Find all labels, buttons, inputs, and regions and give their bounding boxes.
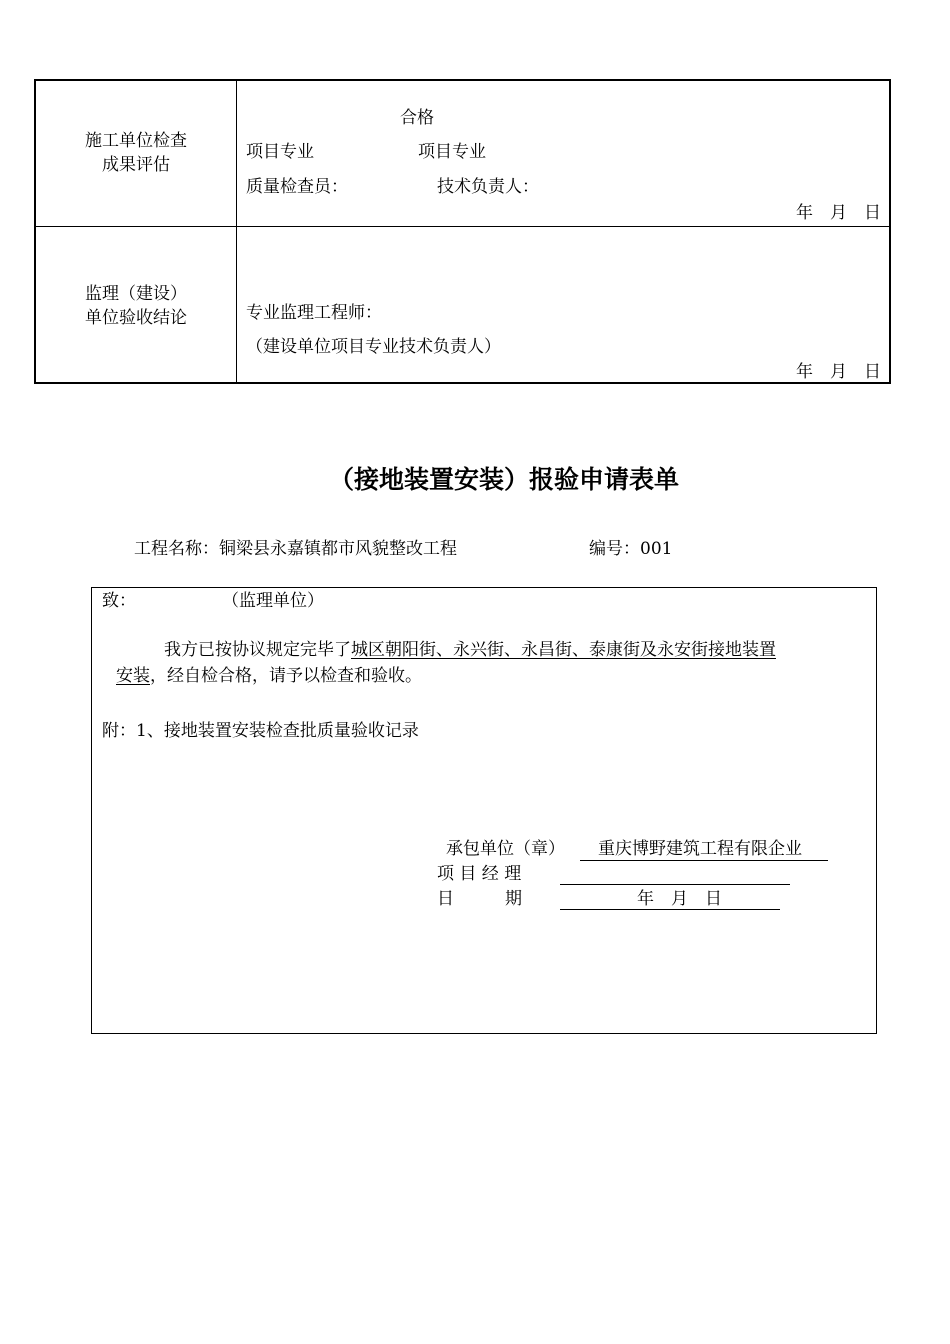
row2-date: 年 月 日 bbox=[796, 362, 881, 382]
attachment-line: 附：1、接地装置安装检查批质量验收记录 bbox=[102, 721, 419, 741]
body-suffix: ，经自检合格，请予以检查和验收。 bbox=[150, 666, 422, 686]
form-number: 编号：001 bbox=[589, 539, 673, 559]
row1-date: 年 月 日 bbox=[796, 203, 881, 223]
supervising-engineer-label: 专业监理工程师： bbox=[246, 303, 382, 323]
table-column-divider bbox=[236, 81, 237, 382]
inspection-table bbox=[34, 79, 891, 384]
body-line2 bbox=[116, 666, 422, 686]
contractor-name: 重庆博野建筑工程有限企业 bbox=[598, 839, 802, 859]
date-value: 年 月 日 bbox=[637, 889, 722, 909]
manager-label: 项 目 经 理 bbox=[437, 864, 522, 884]
inspection-result: 合格 bbox=[400, 108, 434, 128]
date-underline bbox=[560, 909, 780, 910]
owner-tech-lead-label: （建设单位项目专业技术负责人） bbox=[246, 337, 501, 357]
prof-label-right: 项目专业 bbox=[418, 142, 486, 162]
date-label: 日 期 bbox=[437, 889, 522, 909]
manager-underline bbox=[560, 884, 790, 885]
body-line1 bbox=[164, 640, 776, 660]
contractor-label: 承包单位（章） bbox=[446, 839, 565, 859]
body-underlined-scope: 城区朝阳街、永兴街、永昌街、泰康街及永安街接地装置 bbox=[351, 640, 776, 660]
prof-label-left: 项目专业 bbox=[246, 142, 314, 162]
supervisor-unit: （监理单位） bbox=[222, 591, 324, 611]
body-prefix: 我方已按协议规定完毕了 bbox=[164, 640, 351, 660]
tech-lead-label: 技术负责人： bbox=[437, 177, 539, 197]
row2-label-line2: 单位验收结论 bbox=[85, 308, 187, 328]
quality-inspector-label: 质量检查员： bbox=[246, 177, 348, 197]
application-box bbox=[91, 587, 877, 1034]
to-label: 致： bbox=[102, 591, 136, 611]
body-underlined-item: 安装 bbox=[116, 666, 150, 686]
contractor-underline bbox=[580, 860, 828, 861]
table-row-divider bbox=[36, 226, 889, 227]
row1-label-line2: 成果评估 bbox=[102, 155, 170, 175]
row1-label-line1: 施工单位检查 bbox=[85, 131, 187, 151]
form-title: （接地装置安装）报验申请表单 bbox=[329, 465, 680, 494]
project-name: 工程名称：铜梁县永嘉镇都市风貌整改工程 bbox=[134, 539, 457, 559]
row2-label-line1: 监理（建设） bbox=[85, 284, 187, 304]
